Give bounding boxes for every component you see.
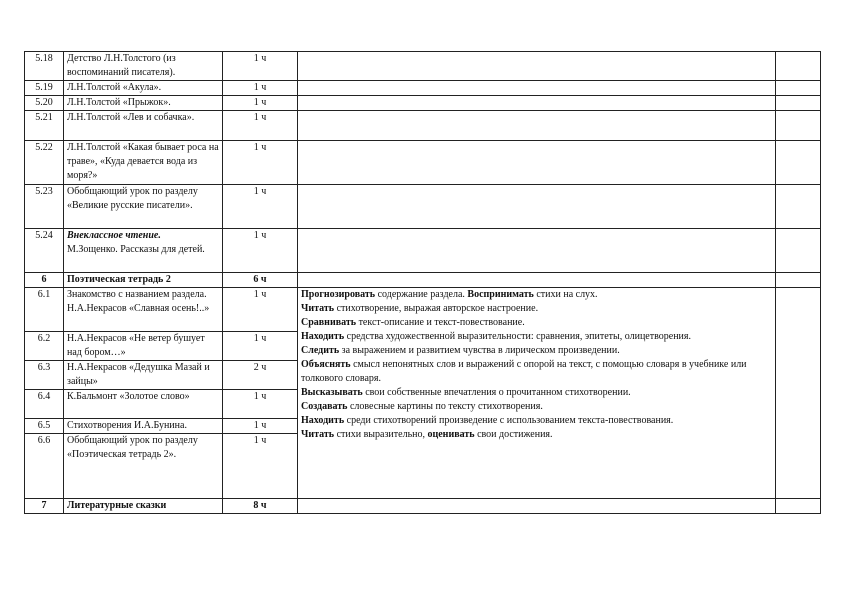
activities-cell [298, 185, 776, 229]
notes-cell [776, 96, 821, 111]
lesson-topic: Л.Н.Толстой «Какая бывает роса на траве», «Куда девается вода из моря?» [64, 141, 223, 185]
lesson-number: 5.23 [25, 185, 64, 229]
section-row [25, 499, 821, 514]
notes-cell [776, 185, 821, 229]
notes-cell [776, 141, 821, 185]
activities-cell [298, 81, 776, 96]
lesson-hours: 1 ч [223, 185, 298, 229]
section-title: Литературные сказки [64, 499, 223, 514]
table-row [25, 185, 821, 229]
section-hours: 6 ч [223, 273, 298, 288]
activity-line: Следить за выражением и развитием чувства в лирическом произведении. [301, 345, 620, 356]
lesson-number: 6.6 [25, 434, 64, 499]
notes-cell [776, 288, 821, 499]
extracurricular-label: Внеклассное чтение. [67, 230, 161, 241]
activity-line: Находить среди стихотворений произведение с использованием текста-повествования. [301, 415, 674, 426]
lesson-hours: 1 ч [223, 81, 298, 96]
lesson-topic: Детство Л.Н.Толстого (из воспоминаний писателя). [64, 52, 223, 81]
lesson-topic: Обобщающий урок по разделу «Великие русские писатели». [64, 185, 223, 229]
activities-cell [298, 52, 776, 81]
lesson-number: 5.20 [25, 96, 64, 111]
activity-line: Находить средства художественной выразительности: сравнения, эпитеты, олицетворения. [301, 331, 691, 342]
lesson-number: 5.19 [25, 81, 64, 96]
table-row [25, 111, 821, 141]
notes-cell [776, 229, 821, 273]
notes-cell [776, 273, 821, 288]
table-row [25, 288, 821, 332]
activities-cell [298, 273, 776, 288]
lesson-number: 6.3 [25, 361, 64, 390]
activity-line: Сравнивать текст-описание и текст-повествование. [301, 317, 525, 328]
activity-line: Прогнозировать содержание раздела. Воспринимать стихи на слух. [301, 289, 598, 300]
lesson-topic: Стихотворения И.А.Бунина. [64, 419, 223, 434]
curriculum-table [24, 51, 821, 514]
lesson-number: 5.22 [25, 141, 64, 185]
lesson-hours: 1 ч [223, 141, 298, 185]
notes-cell [776, 52, 821, 81]
lesson-topic: Обобщающий урок по разделу «Поэтическая тетрадь 2». [64, 434, 223, 499]
notes-cell [776, 81, 821, 96]
activities-cell [298, 141, 776, 185]
lesson-hours: 1 ч [223, 390, 298, 419]
activities-cell [298, 229, 776, 273]
activity-line: Читать стихотворение, выражая авторское настроение. [301, 303, 539, 314]
lesson-topic: Н.А.Некрасов «Не ветер бушует над бором…» [64, 332, 223, 361]
lesson-number: 6.1 [25, 288, 64, 332]
lesson-number: 5.21 [25, 111, 64, 141]
section-number: 6 [25, 273, 64, 288]
lesson-number: 6.2 [25, 332, 64, 361]
lesson-topic: Л.Н.Толстой «Лев и собачка». [64, 111, 223, 141]
section-number: 7 [25, 499, 64, 514]
lesson-hours: 1 ч [223, 229, 298, 273]
table-row [25, 229, 821, 273]
activities-description [298, 288, 776, 499]
activity-line: Создавать словесные картины по тексту стихотворения. [301, 401, 543, 412]
lesson-number: 5.18 [25, 52, 64, 81]
lesson-topic: Л.Н.Толстой «Акула». [64, 81, 223, 96]
lesson-hours: 1 ч [223, 111, 298, 141]
notes-cell [776, 111, 821, 141]
lesson-topic: Н.А.Некрасов «Дедушка Мазай и зайцы» [64, 361, 223, 390]
section-row [25, 273, 821, 288]
notes-cell [776, 499, 821, 514]
lesson-hours: 1 ч [223, 419, 298, 434]
lesson-hours: 1 ч [223, 52, 298, 81]
lesson-hours: 1 ч [223, 96, 298, 111]
lesson-hours: 2 ч [223, 361, 298, 390]
lesson-number: 6.5 [25, 419, 64, 434]
section-title: Поэтическая тетрадь 2 [64, 273, 223, 288]
table-row [25, 96, 821, 111]
activity-line: Высказывать свои собственные впечатления о прочитанном стихотворении. [301, 387, 631, 398]
lesson-hours: 1 ч [223, 288, 298, 332]
lesson-topic: Знакомство с названием раздела. Н.А.Некрасов «Славная осень!..» [64, 288, 223, 332]
activity-line: Объяснять смысл непонятных слов и выражений с опорой на текст, с помощью словаря в учебнике или толкового словаря. [301, 359, 747, 384]
section-hours: 8 ч [223, 499, 298, 514]
lesson-hours: 1 ч [223, 332, 298, 361]
lesson-topic [64, 229, 223, 273]
table-row [25, 141, 821, 185]
activities-cell [298, 111, 776, 141]
lesson-topic: К.Бальмонт «Золотое слово» [64, 390, 223, 419]
lesson-number: 6.4 [25, 390, 64, 419]
activities-cell [298, 499, 776, 514]
lesson-number: 5.24 [25, 229, 64, 273]
table-row [25, 81, 821, 96]
table-row [25, 52, 821, 81]
lesson-topic-text: М.Зощенко. Рассказы для детей. [67, 244, 205, 255]
activity-line: Читать стихи выразительно, оценивать свои достижения. [301, 429, 553, 440]
lesson-hours: 1 ч [223, 434, 298, 499]
lesson-topic: Л.Н.Толстой «Прыжок». [64, 96, 223, 111]
activities-cell [298, 96, 776, 111]
